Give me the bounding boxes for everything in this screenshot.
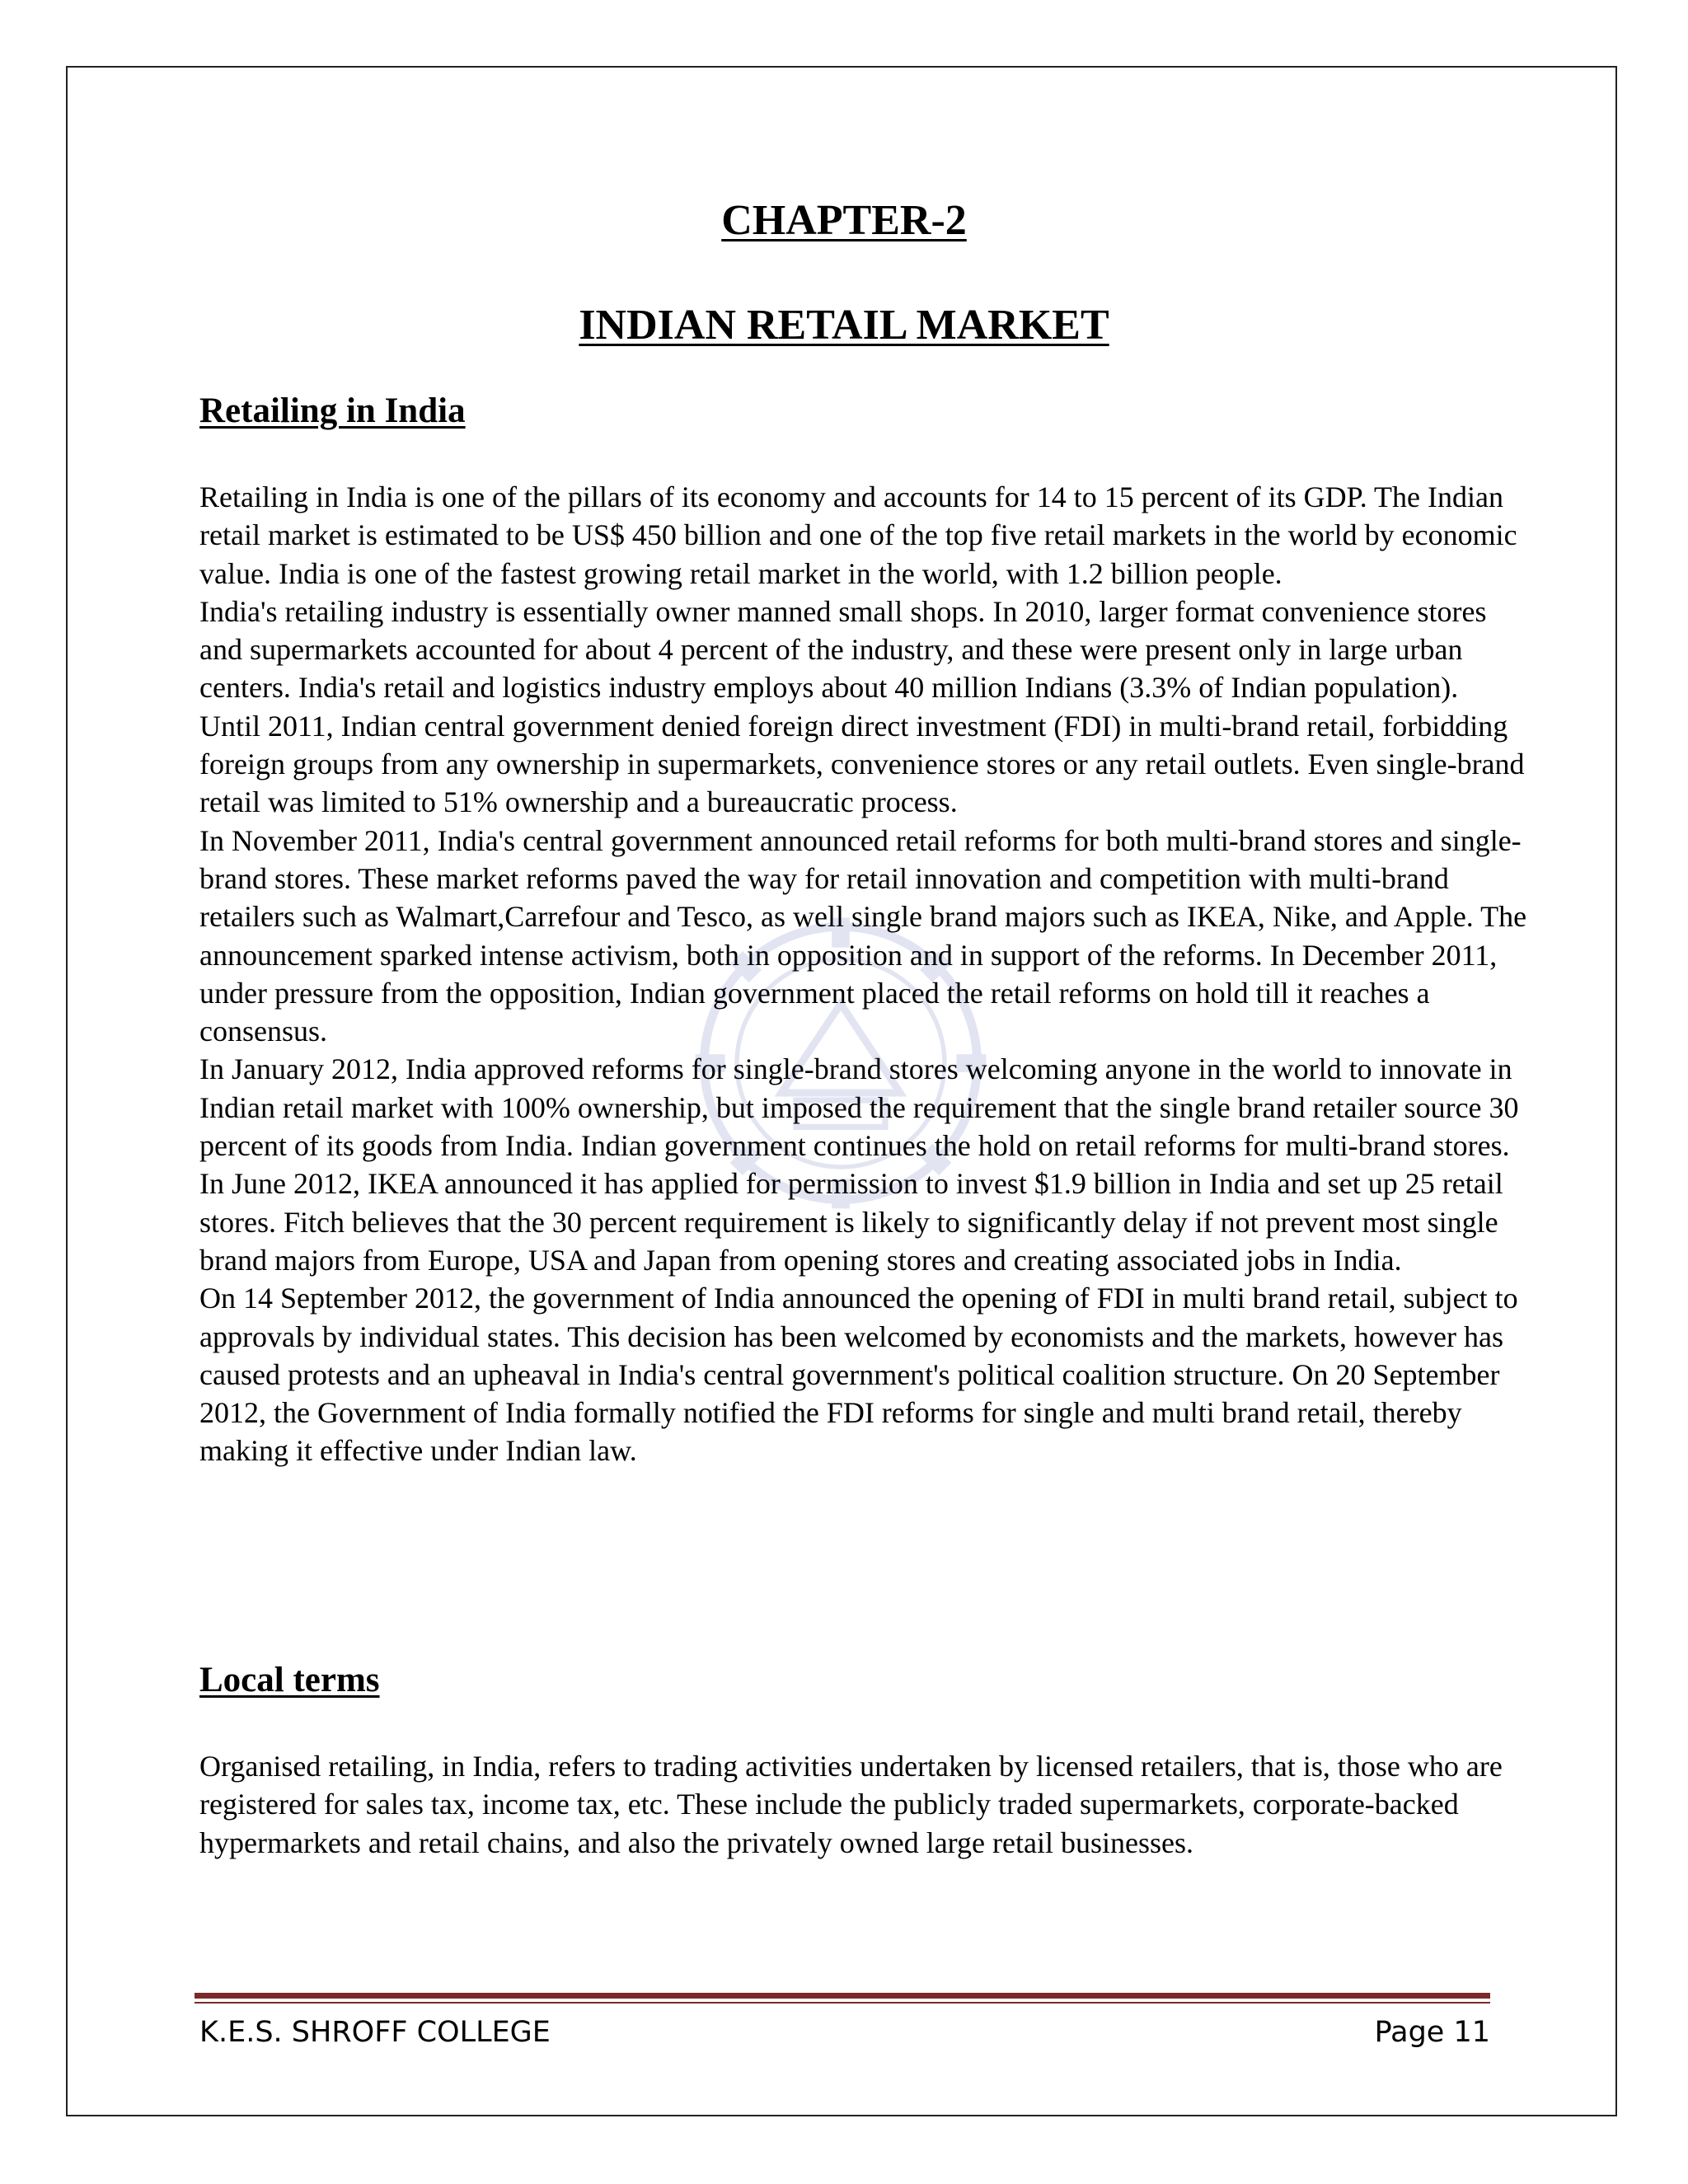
- paragraph: Organised retailing, in India, refers to trading activities undertaken by licensed retailers, that is, those who are registered for sales tax, income tax, etc. These include the publicly traded supermarkets, corporate-backed hypermarkets and retail chains, and also the privately owned large retail businesses.: [199, 1750, 1503, 1859]
- paragraph: In January 2012, India approved reforms for single-brand stores welcoming anyone in the world to innovate in Indian retail market with 100% ownership, but imposed the requirement that the single brand retailer source 30 percent of its goods from India. Indian government continues the hold on retail reforms for multi-brand stores.: [199, 1052, 1519, 1163]
- footer-rule-thin: [195, 2002, 1490, 2004]
- section-body-local-terms: [199, 1747, 1535, 1862]
- footer-page-number: Page 11: [1374, 2016, 1490, 2049]
- paragraph: Until 2011, Indian central government denied foreign direct investment (FDI) in multi-brand retail, forbidding foreign groups from any ownership in supermarkets, convenience stores or any retail outlets. Even single-brand retail was limited to 51% ownership and a bureaucratic process.: [199, 709, 1525, 819]
- chapter-title: INDIAN RETAIL MARKET: [579, 302, 1109, 349]
- footer-rule: [195, 1993, 1490, 2004]
- paragraph: On 14 September 2012, the government of India announced the opening of FDI in multi brand retail, subject to approvals by individual states. This decision has been welcomed by economists and the markets, however has caused protests and an upheaval in India's central government's political coalition structure. On 20 September 2012, the Government of India formally notified the FDI reforms for single and multi brand retail, thereby making it effective under Indian law.: [199, 1282, 1518, 1468]
- chapter-number: CHAPTER-2: [721, 197, 967, 244]
- section-body-retailing-in-india: [199, 478, 1535, 1470]
- paragraph: In June 2012, IKEA announced it has applied for permission to invest $1.9 billion in India and set up 25 retail stores. Fitch believes that the 30 percent requirement is likely to significantly delay if not prevent most single brand majors from Europe, USA and Japan from opening stores and creating associated jobs in India.: [199, 1167, 1503, 1277]
- section-heading-retailing-in-india: Retailing in India: [199, 391, 466, 430]
- section-heading-local-terms: Local terms: [199, 1661, 380, 1699]
- paragraph: India's retailing industry is essentially owner manned small shops. In 2010, larger format convenience stores and supermarkets accounted for about 4 percent of the industry, and these were present only in large urban centers. India's retail and logistics industry employs about 40 million Indians (3.3% of Indian population).: [199, 594, 1487, 705]
- footer-rule-thick: [195, 1993, 1490, 1999]
- paragraph: In November 2011, India's central government announced retail reforms for both multi-brand stores and single-brand stores. These market reforms paved the way for retail innovation and competition with multi-brand retailers such as Walmart,Carrefour and Tesco, as well single brand majors such as IKEA, Nike, and Apple. The announcement sparked intense activism, both in opposition and in support of the reforms. In December 2011, under pressure from the opposition, Indian government placed the retail reforms on hold till it reaches a consensus.: [199, 823, 1527, 1048]
- paragraph: Retailing in India is one of the pillars of its economy and accounts for 14 to 15 percent of its GDP. The Indian retail market is estimated to be US$ 450 billion and one of the top five retail markets in the world by economic value. India is one of the fastest growing retail market in the world, with 1.2 billion people.: [199, 480, 1517, 590]
- footer-college-name: K.E.S. SHROFF COLLEGE: [199, 2016, 551, 2049]
